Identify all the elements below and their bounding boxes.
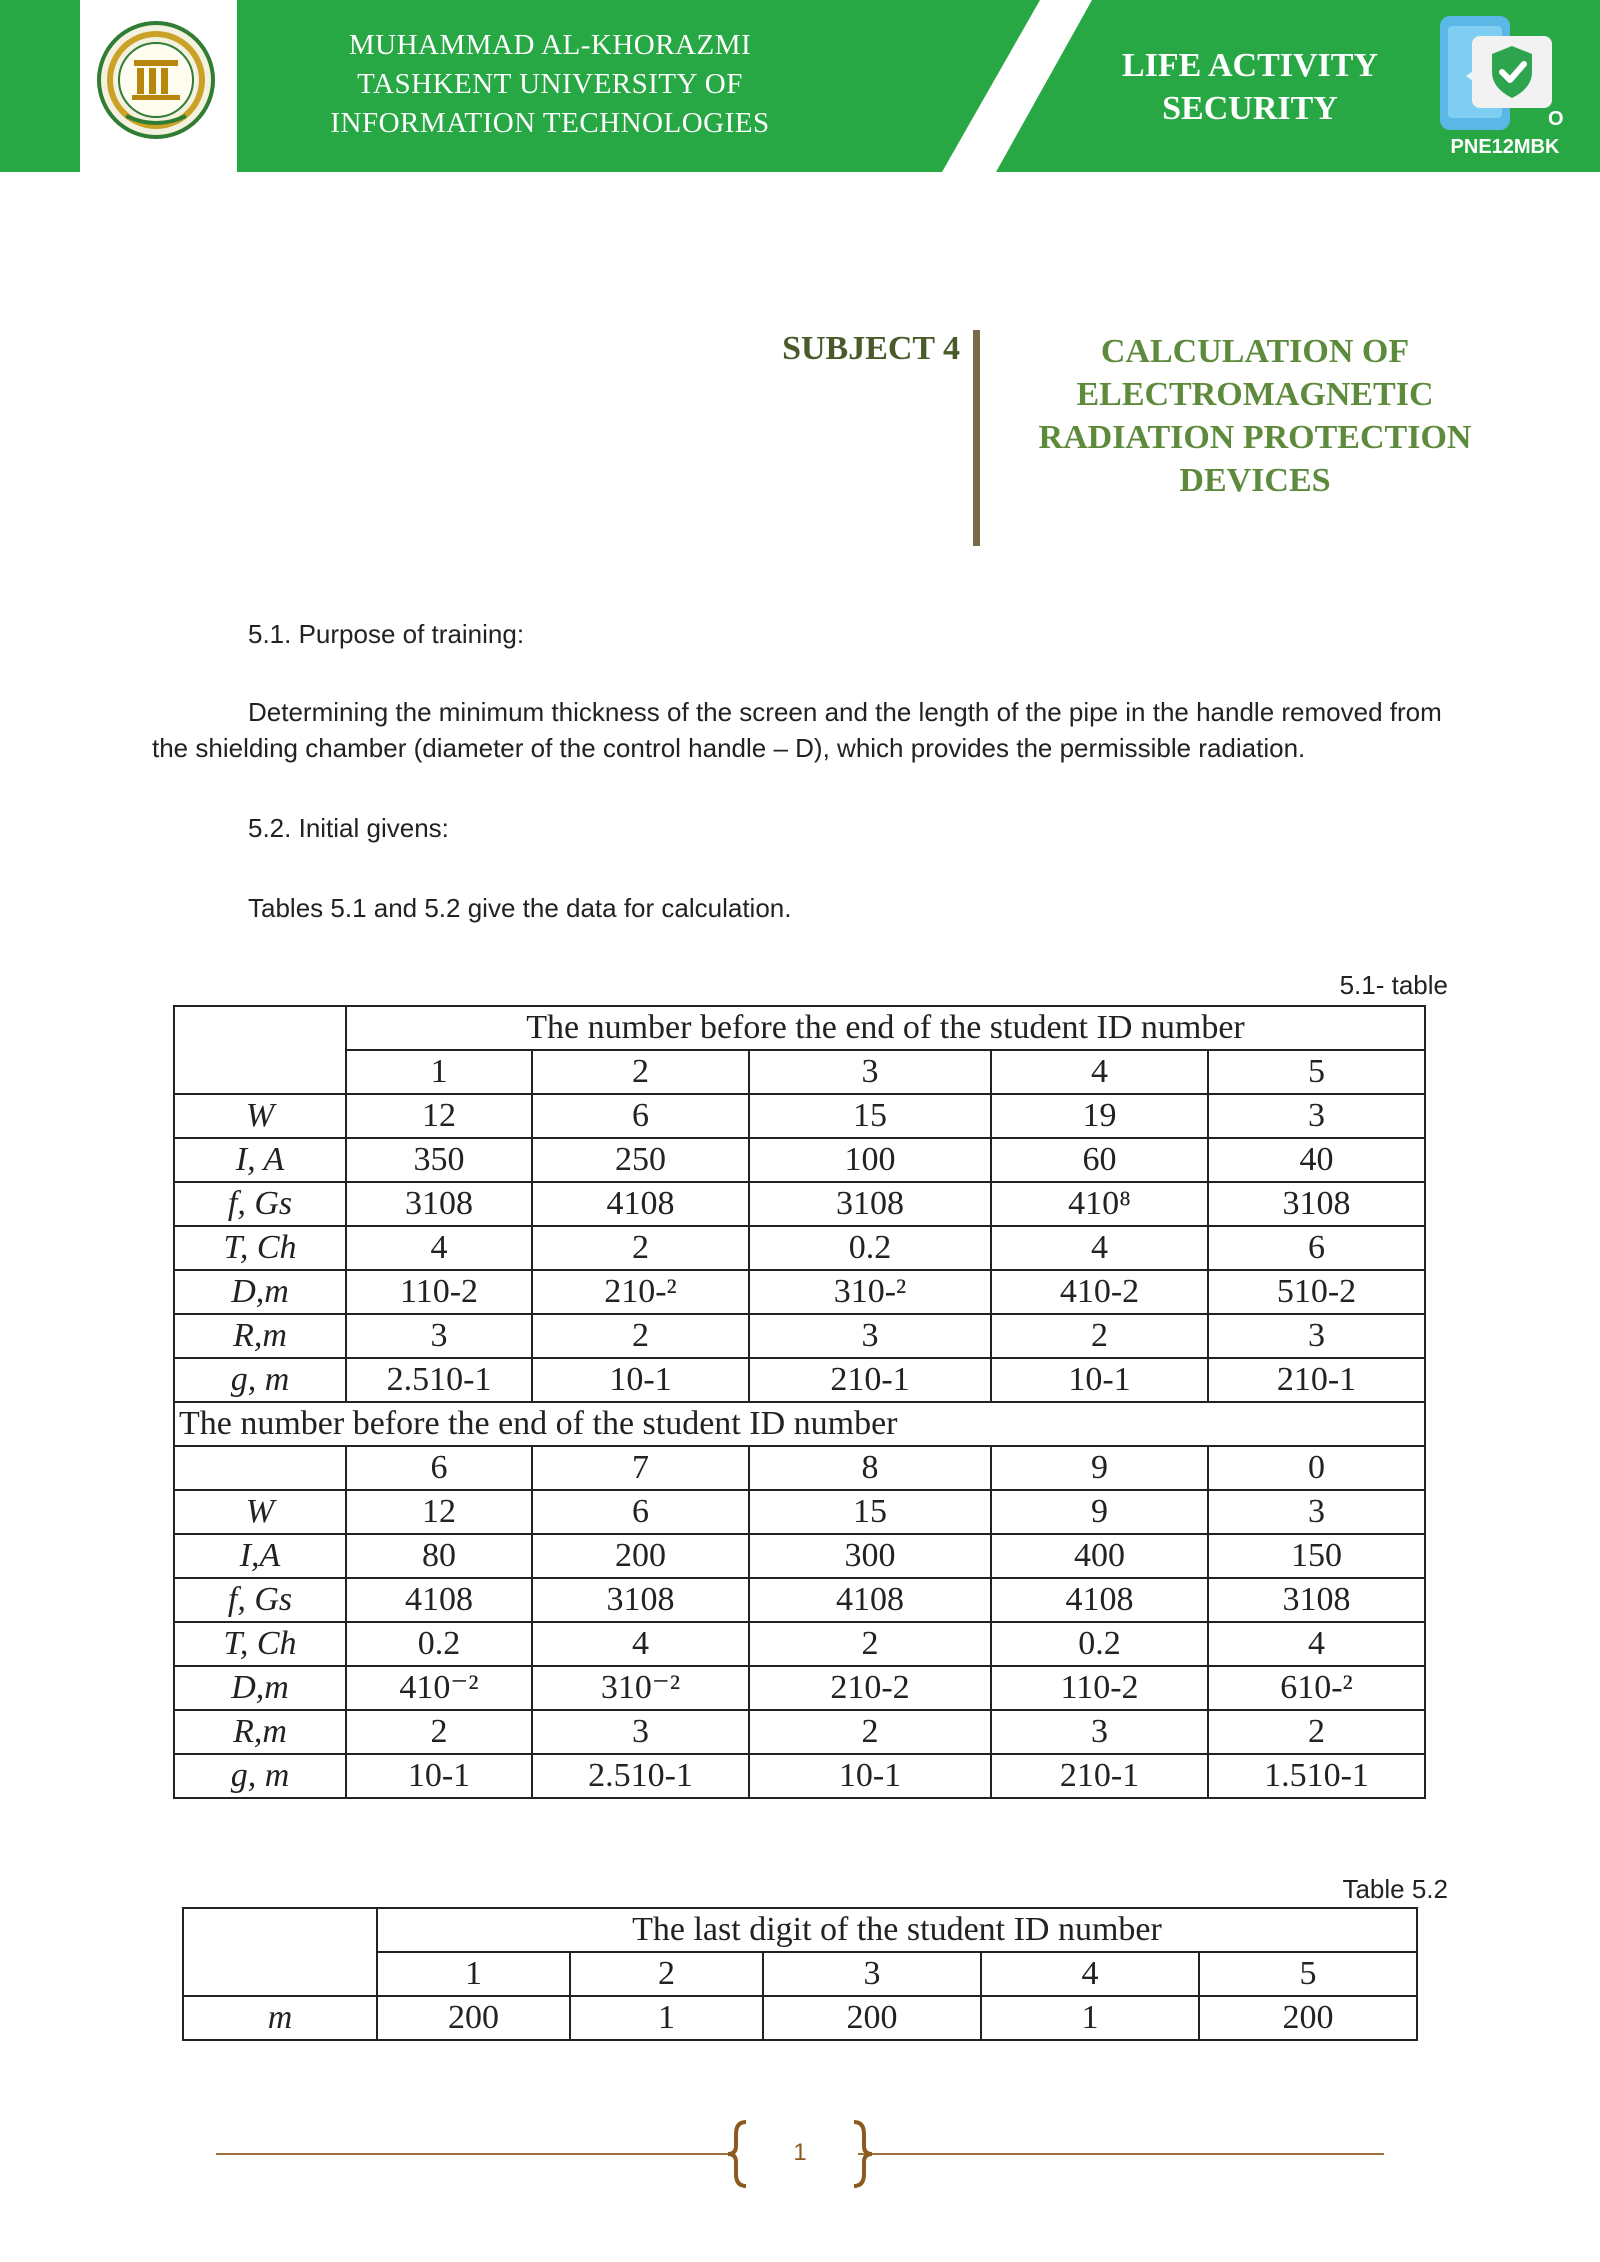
table-row bbox=[174, 1710, 1425, 1754]
data-cell: 10-1 bbox=[749, 1754, 991, 1798]
table-row bbox=[174, 1182, 1425, 1226]
givens-heading: 5.2. Initial givens: bbox=[248, 813, 449, 843]
university-name-line: INFORMATION TECHNOLOGIES bbox=[330, 107, 770, 139]
data-cell: 3108 bbox=[1208, 1578, 1425, 1622]
data-cell: 350 bbox=[346, 1138, 532, 1182]
group-header: The last digit of the student ID number bbox=[377, 1908, 1417, 1952]
course-code: PNE12MBK bbox=[1450, 136, 1560, 158]
data-cell: 610-² bbox=[1208, 1666, 1425, 1710]
university-emblem-icon bbox=[96, 20, 216, 140]
column-header: 5 bbox=[1199, 1952, 1417, 1996]
column-header: 1 bbox=[377, 1952, 570, 1996]
data-cell: 12 bbox=[346, 1094, 532, 1138]
subject-divider bbox=[973, 330, 980, 546]
data-cell: 3108 bbox=[532, 1578, 749, 1622]
code-mark: O bbox=[1548, 108, 1564, 130]
data-cell: 4108 bbox=[346, 1578, 532, 1622]
column-header: 3 bbox=[763, 1952, 981, 1996]
data-cell: 2 bbox=[1208, 1710, 1425, 1754]
column-header: 8 bbox=[749, 1446, 991, 1490]
table-row bbox=[183, 1908, 1417, 1952]
column-header: 2 bbox=[532, 1050, 749, 1094]
data-cell: 410⁻² bbox=[346, 1666, 532, 1710]
data-cell: 2 bbox=[346, 1710, 532, 1754]
data-cell: 4108 bbox=[749, 1578, 991, 1622]
data-cell: 2.510-1 bbox=[346, 1358, 532, 1402]
row-label: W bbox=[174, 1094, 346, 1138]
corner-cell bbox=[174, 1006, 346, 1094]
data-cell: 3 bbox=[532, 1710, 749, 1754]
data-cell: 3108 bbox=[1208, 1182, 1425, 1226]
table-row bbox=[174, 1402, 1425, 1446]
table-5-1 bbox=[173, 1005, 1426, 1799]
table-row bbox=[174, 1754, 1425, 1798]
row-label: T, Ch bbox=[174, 1226, 346, 1270]
page-header bbox=[0, 0, 1600, 172]
data-cell: 210-² bbox=[532, 1270, 749, 1314]
data-cell: 3108 bbox=[346, 1182, 532, 1226]
data-cell: 10-1 bbox=[532, 1358, 749, 1402]
table-5-2 bbox=[182, 1907, 1418, 2041]
table-row bbox=[183, 1996, 1417, 2040]
column-header: 9 bbox=[991, 1446, 1208, 1490]
table-row bbox=[174, 1490, 1425, 1534]
university-name-line: TASHKENT UNIVERSITY OF bbox=[357, 68, 743, 100]
table-row bbox=[174, 1226, 1425, 1270]
row-label: I,A bbox=[174, 1534, 346, 1578]
subject-title-line: RADIATION PROTECTION bbox=[1038, 419, 1472, 456]
corner-cell bbox=[174, 1446, 346, 1490]
data-cell: 200 bbox=[763, 1996, 981, 2040]
row-label: f, Gs bbox=[174, 1578, 346, 1622]
table-row bbox=[174, 1006, 1425, 1050]
subject-label: SUBJECT 4 bbox=[782, 330, 960, 367]
data-cell: 15 bbox=[749, 1490, 991, 1534]
data-cell: 4108 bbox=[991, 1578, 1208, 1622]
row-label: I, A bbox=[174, 1138, 346, 1182]
course-title-line: LIFE ACTIVITY bbox=[1121, 47, 1378, 84]
data-cell: 2 bbox=[749, 1622, 991, 1666]
group-header: The number before the end of the student ID number bbox=[346, 1006, 1425, 1050]
row-label: D,m bbox=[174, 1666, 346, 1710]
row-label: m bbox=[183, 1996, 377, 2040]
row-label: W bbox=[174, 1490, 346, 1534]
subject-title-line: DEVICES bbox=[1179, 462, 1331, 499]
data-cell: 6 bbox=[532, 1490, 749, 1534]
data-cell: 60 bbox=[991, 1138, 1208, 1182]
row-label: g, m bbox=[174, 1358, 346, 1402]
data-cell: 210-1 bbox=[749, 1358, 991, 1402]
row-label: R,m bbox=[174, 1710, 346, 1754]
data-cell: 1.510-1 bbox=[1208, 1754, 1425, 1798]
column-header: 7 bbox=[532, 1446, 749, 1490]
data-cell: 9 bbox=[991, 1490, 1208, 1534]
table-row bbox=[174, 1578, 1425, 1622]
data-cell: 40 bbox=[1208, 1138, 1425, 1182]
data-cell: 200 bbox=[532, 1534, 749, 1578]
data-cell: 15 bbox=[749, 1094, 991, 1138]
data-cell: 2 bbox=[532, 1314, 749, 1358]
data-cell: 10-1 bbox=[991, 1358, 1208, 1402]
table-row bbox=[174, 1314, 1425, 1358]
data-cell: 2 bbox=[749, 1710, 991, 1754]
data-cell: 0.2 bbox=[749, 1226, 991, 1270]
data-cell: 210-1 bbox=[1208, 1358, 1425, 1402]
data-cell: 310-² bbox=[749, 1270, 991, 1314]
data-cell: 10-1 bbox=[346, 1754, 532, 1798]
data-cell: 3108 bbox=[749, 1182, 991, 1226]
data-cell: 210-1 bbox=[991, 1754, 1208, 1798]
university-name-line: MUHAMMAD AL-KHORAZMI bbox=[348, 29, 752, 61]
row-label: f, Gs bbox=[174, 1182, 346, 1226]
corner-cell bbox=[183, 1908, 377, 1996]
data-cell: 4 bbox=[346, 1226, 532, 1270]
table-row bbox=[174, 1050, 1425, 1094]
data-cell: 4108 bbox=[532, 1182, 749, 1226]
data-cell: 3 bbox=[1208, 1314, 1425, 1358]
data-cell: 6 bbox=[1208, 1226, 1425, 1270]
data-cell: 400 bbox=[991, 1534, 1208, 1578]
table2-caption: Table 5.2 bbox=[1342, 1874, 1448, 1904]
row-label: g, m bbox=[174, 1754, 346, 1798]
table-row bbox=[174, 1270, 1425, 1314]
table-row bbox=[174, 1666, 1425, 1710]
data-cell: 200 bbox=[1199, 1996, 1417, 2040]
data-cell: 3 bbox=[1208, 1094, 1425, 1138]
data-cell: 0.2 bbox=[346, 1622, 532, 1666]
data-cell: 150 bbox=[1208, 1534, 1425, 1578]
row-label: R,m bbox=[174, 1314, 346, 1358]
table-row bbox=[174, 1446, 1425, 1490]
data-cell: 110-2 bbox=[346, 1270, 532, 1314]
data-cell: 4 bbox=[532, 1622, 749, 1666]
course-title-line: SECURITY bbox=[1162, 90, 1338, 127]
table1-caption: 5.1- table bbox=[1339, 970, 1448, 1000]
page-number: 1 bbox=[793, 2139, 807, 2166]
data-cell: 3 bbox=[749, 1314, 991, 1358]
column-header: 6 bbox=[346, 1446, 532, 1490]
data-cell: 80 bbox=[346, 1534, 532, 1578]
university-name bbox=[300, 26, 800, 143]
course-title bbox=[1090, 44, 1410, 130]
data-cell: 1 bbox=[981, 1996, 1199, 2040]
data-cell: 2 bbox=[991, 1314, 1208, 1358]
data-cell: 2 bbox=[532, 1226, 749, 1270]
table-row bbox=[174, 1094, 1425, 1138]
subject-title-line: CALCULATION OF bbox=[1100, 333, 1410, 370]
data-cell: 410-2 bbox=[991, 1270, 1208, 1314]
data-cell: 310⁻² bbox=[532, 1666, 749, 1710]
data-cell: 510-2 bbox=[1208, 1270, 1425, 1314]
column-header: 4 bbox=[991, 1050, 1208, 1094]
column-header: 2 bbox=[570, 1952, 763, 1996]
data-cell: 3 bbox=[991, 1710, 1208, 1754]
shield-check-phone-icon bbox=[1436, 14, 1556, 134]
data-cell: 4 bbox=[1208, 1622, 1425, 1666]
data-cell: 6 bbox=[532, 1094, 749, 1138]
data-cell: 250 bbox=[532, 1138, 749, 1182]
group-header: The number before the end of the student ID number bbox=[174, 1402, 1425, 1446]
column-header: 1 bbox=[346, 1050, 532, 1094]
data-cell: 19 bbox=[991, 1094, 1208, 1138]
data-cell: 410⁸ bbox=[991, 1182, 1208, 1226]
column-header: 0 bbox=[1208, 1446, 1425, 1490]
data-cell: 200 bbox=[377, 1996, 570, 2040]
row-label: T, Ch bbox=[174, 1622, 346, 1666]
tables-intro: Tables 5.1 and 5.2 give the data for calculation. bbox=[248, 893, 792, 923]
table-row bbox=[174, 1358, 1425, 1402]
table-row bbox=[174, 1138, 1425, 1182]
data-cell: 1 bbox=[570, 1996, 763, 2040]
data-cell: 4 bbox=[991, 1226, 1208, 1270]
purpose-heading: 5.1. Purpose of training: bbox=[248, 619, 525, 649]
subject-title bbox=[1030, 330, 1480, 502]
subject-title-line: ELECTROMAGNETIC bbox=[1076, 376, 1434, 413]
data-cell: 300 bbox=[749, 1534, 991, 1578]
data-cell: 110-2 bbox=[991, 1666, 1208, 1710]
data-cell: 210-2 bbox=[749, 1666, 991, 1710]
data-cell: 3 bbox=[346, 1314, 532, 1358]
data-cell: 0.2 bbox=[991, 1622, 1208, 1666]
purpose-paragraph: Determining the minimum thickness of the screen and the length of the pipe in the handle removed from the shielding chamber (diameter of the control handle – D), which provides the permissible radiation. bbox=[152, 697, 1442, 763]
data-cell: 3 bbox=[1208, 1490, 1425, 1534]
data-cell: 12 bbox=[346, 1490, 532, 1534]
column-header: 3 bbox=[749, 1050, 991, 1094]
data-cell: 100 bbox=[749, 1138, 991, 1182]
column-header: 5 bbox=[1208, 1050, 1425, 1094]
row-label: D,m bbox=[174, 1270, 346, 1314]
table-row bbox=[174, 1534, 1425, 1578]
data-cell: 2.510-1 bbox=[532, 1754, 749, 1798]
column-header: 4 bbox=[981, 1952, 1199, 1996]
table-row bbox=[174, 1622, 1425, 1666]
